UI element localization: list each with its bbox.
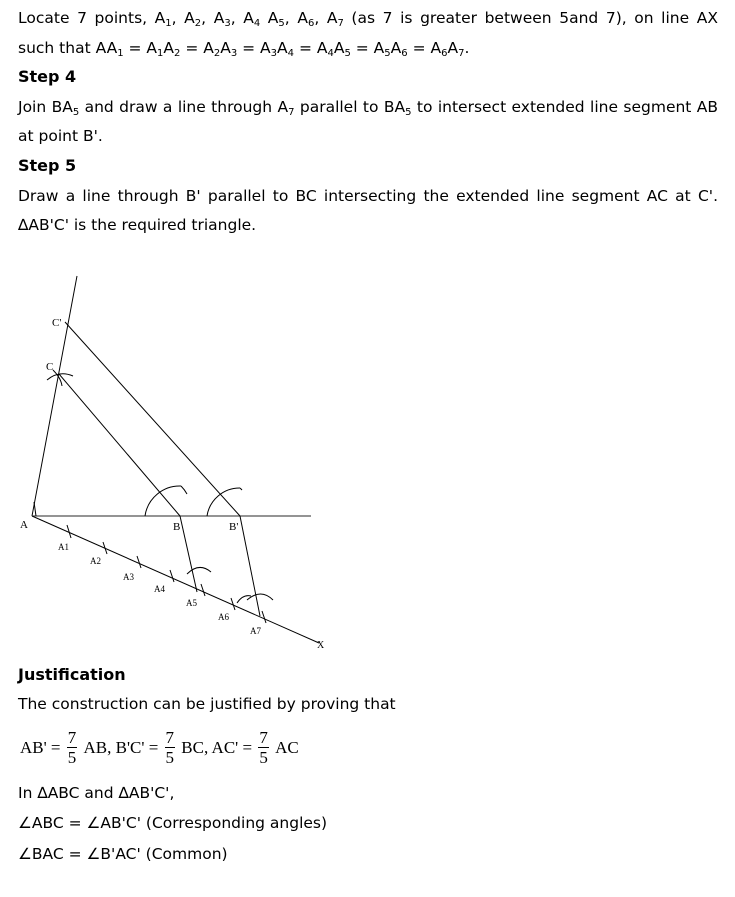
label-a4: A4: [154, 584, 165, 594]
triangles-line: In ∆ABC and ∆AB'C',: [18, 784, 175, 802]
intro-paragraph: Locate 7 points, $A_1$, $A_2$, $A_3$, $A_4$ $A_5$, $A_6$, $A_7$ (as 7 is greater between 5and 7), on line AX: [18, 9, 718, 29]
label-a7: A7: [250, 626, 261, 636]
label-a1: A1: [58, 542, 69, 552]
fraction-2: $\frac{7}{5}$: [165, 728, 175, 767]
arc-bprime: [207, 488, 240, 516]
equal-segments-line: such that $AA_1 = A_1A_2 = A_2A_3 = A_3A_4 = A_4A_5 = A_5A_6 = A_6A_7$.: [18, 39, 470, 59]
common-angle-line: ∠BAC = ∠B'AC' (Common): [18, 845, 228, 863]
label-x: X: [317, 640, 325, 651]
fraction-1: $\frac{7}{5}$: [67, 728, 77, 767]
arc-b-end: [181, 486, 187, 494]
label-a: A: [20, 519, 28, 531]
label-b: B: [173, 521, 181, 533]
arc-a7: [247, 594, 273, 600]
label-a5: A5: [186, 598, 197, 608]
segment-bprime-a7: [240, 516, 260, 616]
label-c: C: [46, 361, 54, 373]
step5-text: Draw a line through B' parallel to BC intersecting the extended line segment AC at C'. ∆AB'C' is the required triangle.: [18, 187, 718, 234]
label-a2: A2: [90, 556, 101, 566]
justification-intro: The construction can be justified by proving that: [18, 695, 396, 713]
corresponding-angles-line: ∠ABC = ∠AB'C' (Corresponding angles): [18, 814, 328, 832]
arc-bprime-end: [240, 488, 242, 490]
step5-heading: Step 5: [18, 156, 77, 175]
ray-ax: [32, 516, 319, 643]
construction-figure: [15, 258, 345, 658]
segment-bprime-cprime: [65, 322, 240, 516]
fraction-3: $\frac{7}{5}$: [259, 728, 268, 767]
step4-text: Join $BA_5$ and draw a line through $A_7$ parallel to $BA_5$ to intersect extended line segment AB at point B'.: [18, 98, 719, 145]
justification-heading: Justification: [18, 665, 126, 684]
step4-heading: Step 4: [18, 67, 77, 86]
label-a3: A3: [123, 572, 134, 582]
segment-ba5: [180, 516, 197, 592]
label-cprime: C': [52, 317, 62, 329]
label-a6: A6: [218, 612, 229, 622]
label-bprime: B': [229, 521, 239, 533]
ratio-formula: AB' = $\frac{7}{5}$ AB, B'C' = $\frac{7}{5}$ BC, AC' = $\frac{7}{5}$ AC: [20, 728, 299, 767]
arc-a6: [237, 596, 251, 603]
segment-bc: [59, 374, 180, 516]
arc-a5: [187, 567, 211, 574]
ray-ay: [32, 276, 77, 516]
